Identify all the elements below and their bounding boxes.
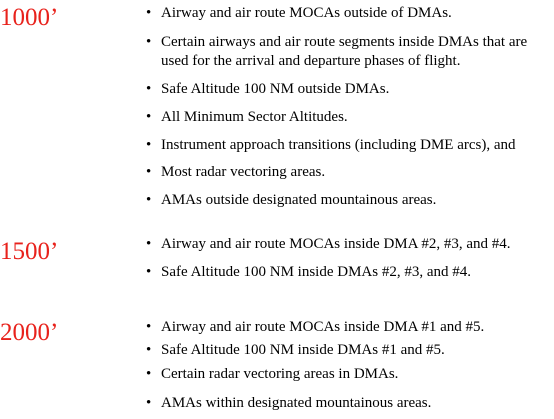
bullet-icon: •	[146, 264, 152, 280]
list-item-text: All Minimum Sector Altitudes.	[161, 109, 348, 125]
list-item-text: Certain airways and air route segments inside DMAs that are used for the arrival and departure phases of flight.	[161, 34, 528, 69]
list-item-text: Airway and air route MOCAs inside DMA #1 and #5.	[161, 319, 485, 335]
bullet-icon: •	[146, 164, 152, 180]
bullet-icon: •	[146, 395, 152, 411]
list-item-text: Airway and air route MOCAs inside DMA #2, #3, and #4.	[161, 236, 511, 252]
list-item-text: Safe Altitude 100 NM outside DMAs.	[161, 81, 390, 97]
altitude-label: 2000’	[0, 319, 59, 346]
list-item-text: Safe Altitude 100 NM inside DMAs #1 and #5.	[161, 342, 445, 358]
bullet-icon: •	[146, 34, 152, 50]
list-item-text: Certain radar vectoring areas in DMAs.	[161, 366, 399, 382]
bullet-icon: •	[146, 137, 152, 153]
list-item-text: AMAs within designated mountainous areas.	[161, 395, 432, 411]
bullet-icon: •	[146, 236, 152, 252]
bullet-icon: •	[146, 109, 152, 125]
bullet-icon: •	[146, 342, 152, 358]
list-item-text: AMAs outside designated mountainous areas.	[161, 192, 437, 208]
altitude-label: 1500’	[0, 238, 59, 265]
bullet-icon: •	[146, 81, 152, 97]
bullet-icon: •	[146, 319, 152, 335]
list-item-text: Instrument approach transitions (including DME arcs), and	[161, 137, 516, 153]
bullet-icon: •	[146, 192, 152, 208]
bullet-icon: •	[146, 366, 152, 382]
altitude-label: 1000’	[0, 4, 59, 31]
list-item-text: Most radar vectoring areas.	[161, 164, 326, 180]
list-item-text: Airway and air route MOCAs outside of DMAs.	[161, 5, 452, 21]
list-item-text: Safe Altitude 100 NM inside DMAs #2, #3, and #4.	[161, 264, 471, 280]
bullet-icon: •	[146, 5, 152, 21]
